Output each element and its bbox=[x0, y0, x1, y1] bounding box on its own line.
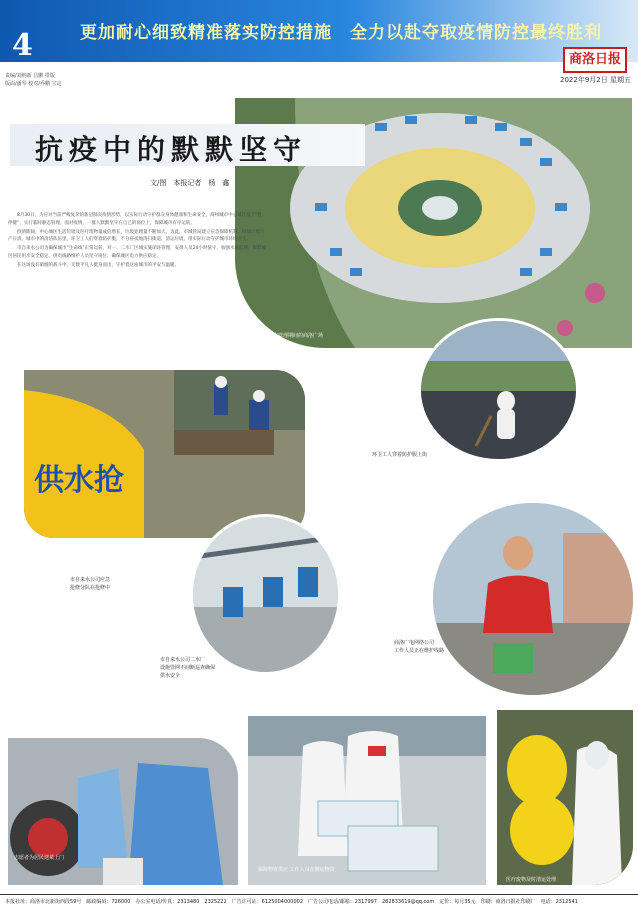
pump-station-photo bbox=[190, 514, 341, 675]
cable-worker-illustration bbox=[433, 503, 633, 695]
page-headline: 更加耐心细致精准落实防控措施 全力以赴夺取疫情防控最终胜利 bbox=[80, 23, 602, 43]
water-repair-photo bbox=[24, 370, 305, 538]
editor-credit: 责编/刘纳新 昌鹏 排版 bbox=[5, 73, 55, 79]
footer-divider bbox=[0, 894, 638, 895]
layout-credit: 版面/潘琴 校对/乔鹏 宝定 bbox=[5, 81, 62, 87]
supply-transport-illustration bbox=[248, 716, 486, 885]
article-paragraph: 8月30日，为应对当前严峻复杂的新冠肺炎疫情形势，以实际行动守护群众身体健康和生命安全，商州城市中心城区按下“暂停键”，实行临时静态管理。面对疫情，一群人默默坚守在自己的岗位上，保障城市有序运转。 bbox=[8, 213, 262, 226]
cable-photo-caption: 商洛广电网络公司 工作人员正在维护线路 bbox=[394, 640, 445, 654]
article-paragraph: 疫情期间，中心城区生活垃圾及医疗废物量成倍增长，垃圾处理量不断加大。为此，市城管局建立应急保障机制，确保垃圾日产日清。城市中的清洁队伍里，环卫工人们穿着防护服，不分昼夜地清扫街道、清运垃圾，用实际行动守护城市环境卫生。 bbox=[8, 229, 265, 243]
repair-photo-caption: 市自来水公司应急 抢修分队在抢修中 bbox=[70, 577, 111, 591]
waste-cleanup-photo bbox=[497, 710, 633, 885]
plaza-photo-caption: 静态管理期间的商洛广场 bbox=[268, 333, 324, 339]
article-body bbox=[8, 212, 266, 271]
article-paragraph: 在这场没有硝烟的战斗中，无数平凡人挺身而出，守护着这座城市的平安与温暖。 bbox=[17, 262, 179, 268]
page-number: 4 bbox=[12, 28, 33, 63]
article-title: 抗疫中的默默坚守 bbox=[35, 133, 308, 166]
article-paragraph: 市自来水公司为确保城市“生命线”正常运转，对一、二水厂区城实施闭环管理，安排人员24小时值守，加强水质监测，保障城区居民用水安全稳定。供电线路维护人员坚守岗位，确保城区电力供应稳定。 bbox=[8, 246, 266, 259]
volunteer-delivery-illustration bbox=[8, 738, 238, 885]
water-repair-illustration bbox=[24, 370, 305, 538]
pump-photo-caption: 市自来水公司二水厂 设施管网不间断巡查确保 供水安全 bbox=[160, 657, 216, 679]
street-sweeper-illustration bbox=[421, 321, 576, 459]
cable-worker-photo bbox=[430, 500, 636, 698]
issue-date: 2022年9月2日 星期五 bbox=[560, 76, 631, 84]
pump-station-illustration bbox=[193, 517, 338, 672]
supply-transport-photo bbox=[248, 716, 486, 885]
volunteer-photo-caption: 志愿者为居民送菜上门 bbox=[14, 855, 65, 861]
publication-footer: 本报社址：商洛市北新街西段59号 邮政编码：726000 办公室电话/传真：2313480 2325222 广告许可证：6125004000002 广告公司电话/邮箱：2317997 282833619@qq.com 定价：每月35元 印刷：商洛日报社印刷厂 电话：2312541 bbox=[5, 899, 578, 905]
waste-photo-caption: 医疗废物及时清运处理 bbox=[506, 877, 557, 883]
street-sweeper-photo bbox=[418, 318, 579, 462]
waste-cleanup-illustration bbox=[497, 710, 633, 885]
supply-photo-caption: 保障物资供应 工作人员在搬运物资 bbox=[258, 867, 335, 873]
newspaper-masthead: 商洛日报 bbox=[563, 47, 627, 73]
truck-lettering: 供水抢 bbox=[34, 463, 124, 498]
article-byline: 文/图 本报记者 杨 鑫 bbox=[150, 179, 230, 187]
sweeper-photo-caption: 环卫工人穿着防护服上街 bbox=[372, 452, 428, 458]
volunteer-delivery-photo bbox=[8, 738, 238, 885]
